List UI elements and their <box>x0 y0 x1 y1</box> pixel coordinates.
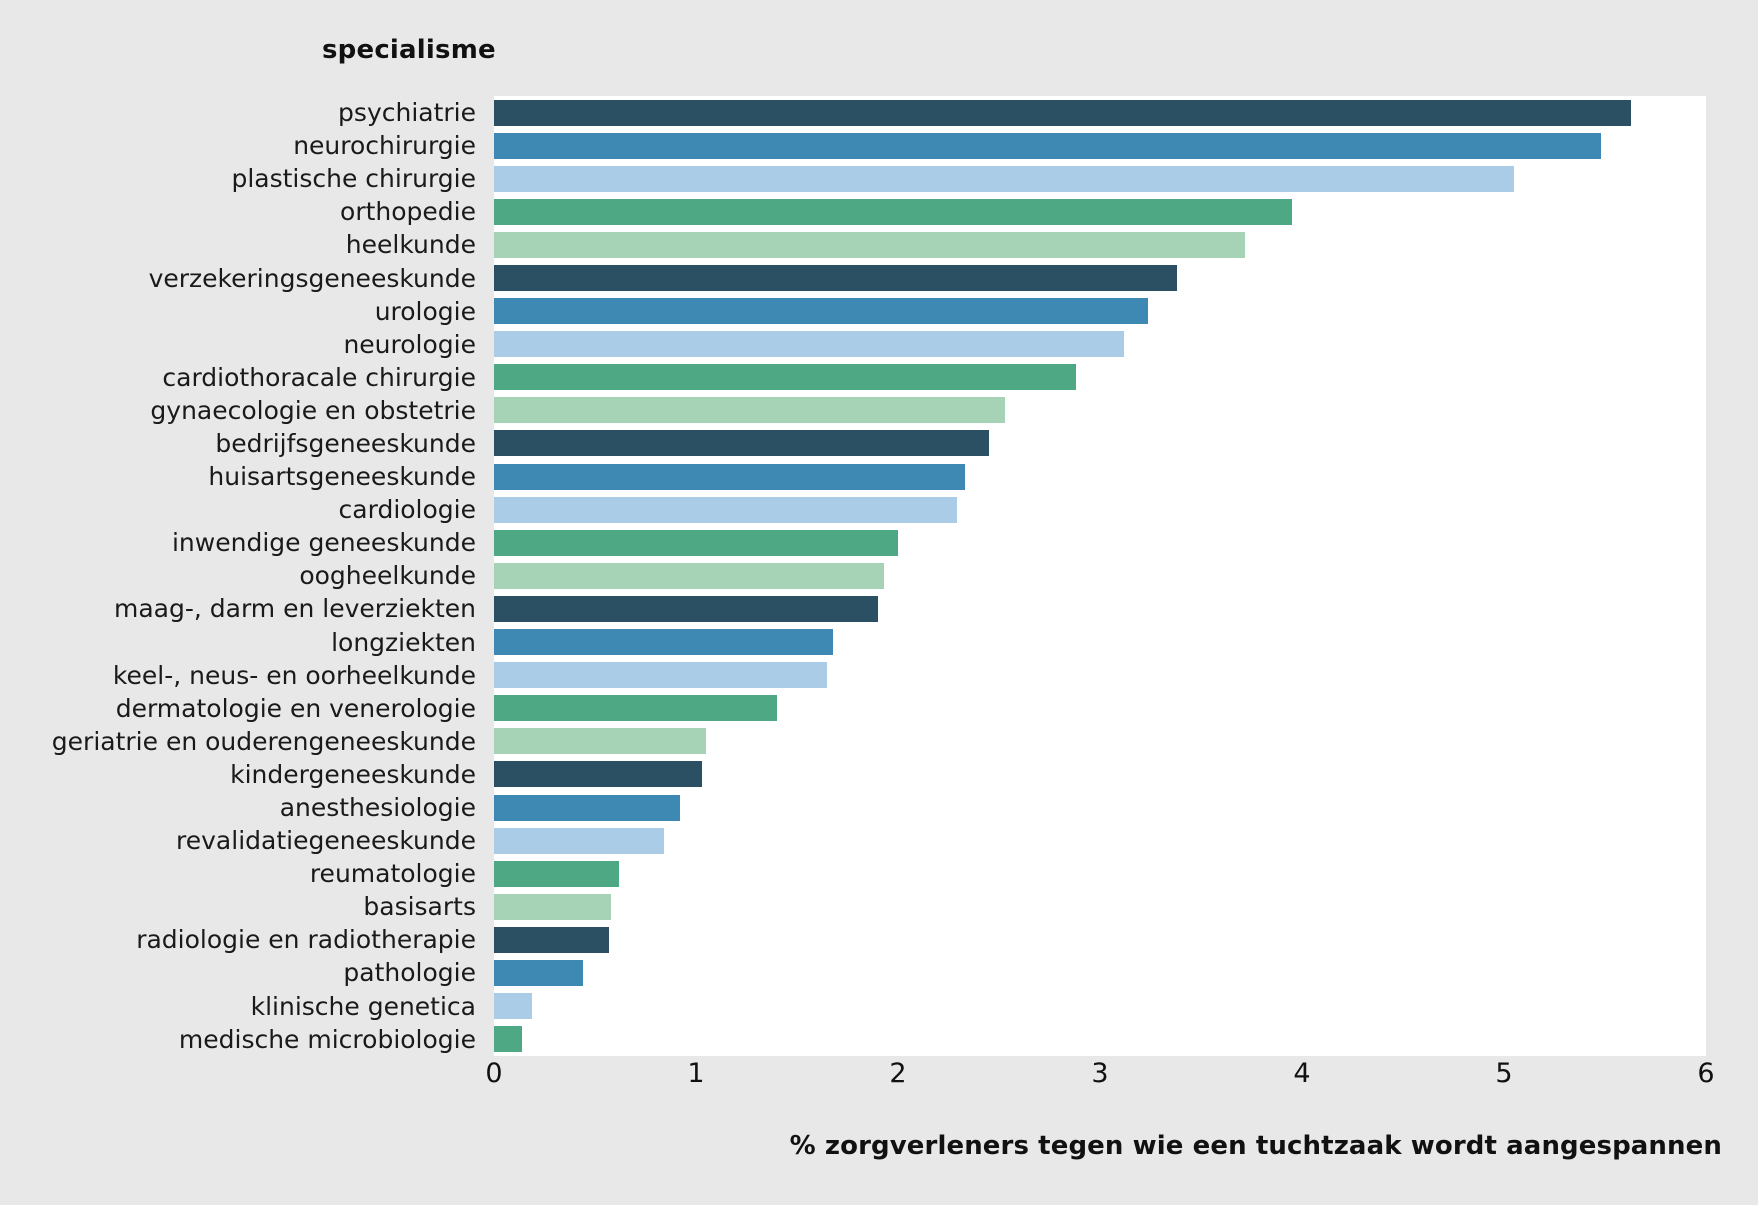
x-tick-label: 2 <box>889 1058 907 1089</box>
bar <box>494 894 611 920</box>
bar-row <box>494 824 1706 857</box>
bar-row <box>494 328 1706 361</box>
category-label: klinische genetica <box>250 991 476 1021</box>
x-tick-label: 1 <box>687 1058 705 1089</box>
category-label: inwendige geneeskunde <box>171 528 476 558</box>
bar-row <box>494 129 1706 162</box>
category-label: plastische chirurgie <box>231 164 476 194</box>
x-tick-label: 6 <box>1697 1058 1715 1089</box>
category-label: anesthesiologie <box>279 793 476 823</box>
bar <box>494 397 1005 423</box>
x-tick-label: 3 <box>1091 1058 1109 1089</box>
bar <box>494 464 965 490</box>
x-tick-label: 4 <box>1293 1058 1311 1089</box>
bar-row <box>494 725 1706 758</box>
category-label: neurochirurgie <box>293 131 476 161</box>
bar <box>494 199 1292 225</box>
plot-area <box>494 96 1706 1056</box>
bar-row <box>494 162 1706 195</box>
category-label: gynaecologie en obstetrie <box>150 395 476 425</box>
bar <box>494 331 1124 357</box>
bar-row <box>494 261 1706 294</box>
bar <box>494 1026 522 1052</box>
bar-row <box>494 923 1706 956</box>
bar-row <box>494 890 1706 923</box>
bar <box>494 960 583 986</box>
category-label: medische microbiologie <box>178 1024 476 1054</box>
bar <box>494 166 1514 192</box>
category-axis-title: specialisme <box>322 35 496 65</box>
bar-row <box>494 626 1706 659</box>
category-label: longziekten <box>331 627 476 657</box>
bar-row <box>494 361 1706 394</box>
category-label: reumatologie <box>309 859 476 889</box>
bar <box>494 629 833 655</box>
category-label: basisarts <box>363 892 476 922</box>
category-label: cardiologie <box>338 495 476 525</box>
category-label: revalidatiegeneeskunde <box>176 826 476 856</box>
bar-row <box>494 195 1706 228</box>
bar-row <box>494 96 1706 129</box>
bar-row <box>494 427 1706 460</box>
bar-row <box>494 791 1706 824</box>
bar-row <box>494 526 1706 559</box>
bar <box>494 430 989 456</box>
bar-row <box>494 1023 1706 1056</box>
bar-row <box>494 857 1706 890</box>
bar-row <box>494 394 1706 427</box>
bar-row <box>494 592 1706 625</box>
bar <box>494 861 619 887</box>
bar <box>494 298 1148 324</box>
bar <box>494 728 706 754</box>
bar-row <box>494 990 1706 1023</box>
category-label: neurologie <box>343 329 476 359</box>
category-label: urologie <box>374 296 476 326</box>
category-label: bedrijfsgeneeskunde <box>215 428 476 458</box>
bar-row <box>494 559 1706 592</box>
category-label: radiologie en radiotherapie <box>136 925 476 955</box>
category-label: oogheelkunde <box>299 561 476 591</box>
bar <box>494 695 777 721</box>
x-tick-label: 0 <box>485 1058 503 1089</box>
bar <box>494 596 878 622</box>
bar <box>494 265 1177 291</box>
bar-row <box>494 692 1706 725</box>
x-tick-label: 5 <box>1495 1058 1513 1089</box>
bar <box>494 563 884 589</box>
bar <box>494 364 1076 390</box>
bar <box>494 100 1631 126</box>
bar-row <box>494 493 1706 526</box>
bar-row <box>494 460 1706 493</box>
category-label: pathologie <box>343 958 476 988</box>
category-label: dermatologie en venerologie <box>115 693 476 723</box>
bar <box>494 828 664 854</box>
category-label: huisartsgeneeskunde <box>208 462 476 492</box>
bar <box>494 761 702 787</box>
category-label: verzekeringsgeneeskunde <box>148 263 476 293</box>
x-axis <box>485 1056 1715 1102</box>
category-label: orthopedie <box>340 197 476 227</box>
x-axis-title: % zorgverleners tegen wie een tuchtzaak wordt aangespannen <box>789 1131 1722 1161</box>
category-label: heelkunde <box>345 230 476 260</box>
bar-row <box>494 659 1706 692</box>
bars-container <box>494 96 1706 1056</box>
category-label: maag-, darm en leverziekten <box>113 594 476 624</box>
bar-row <box>494 228 1706 261</box>
category-label: psychiatrie <box>338 98 476 128</box>
bar <box>494 993 532 1019</box>
bar <box>494 662 827 688</box>
category-label: cardiothoracale chirurgie <box>162 362 476 392</box>
bar-row <box>494 295 1706 328</box>
category-label: geriatrie en ouderengeneeskunde <box>51 726 476 756</box>
bar <box>494 133 1601 159</box>
category-label: keel-, neus- en oorheelkunde <box>112 660 476 690</box>
category-label: kindergeneeskunde <box>230 759 476 789</box>
bar-row <box>494 758 1706 791</box>
bar <box>494 232 1245 258</box>
bar <box>494 497 957 523</box>
bar-row <box>494 956 1706 989</box>
category-label-column <box>0 96 486 1056</box>
bar <box>494 927 609 953</box>
bar <box>494 795 680 821</box>
bar <box>494 530 898 556</box>
